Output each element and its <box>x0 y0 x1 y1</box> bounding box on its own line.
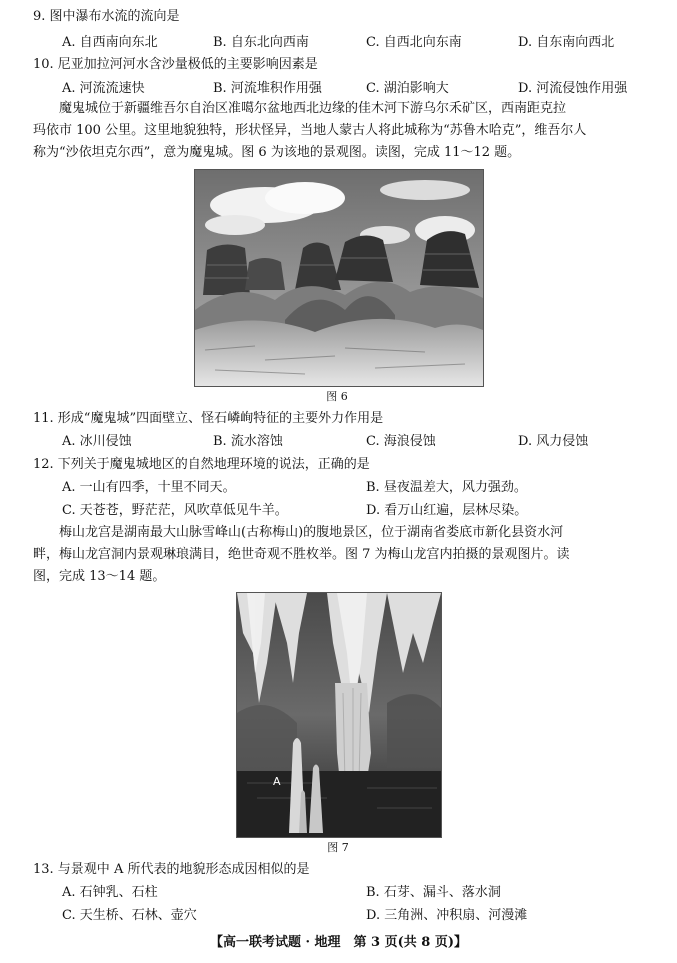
passage-meishan-palace <box>33 522 648 588</box>
q13-option-d: D. 三角洲、冲积扇、河漫滩 <box>366 908 528 923</box>
question-9-stem: 9. 图中瀑布水流的流向是 <box>33 9 180 24</box>
q9-option-c: C. 自西北向东南 <box>366 35 462 50</box>
q13-option-a: A. 石钟乳、石柱 <box>62 885 158 900</box>
figure-7-marker-a: A <box>273 775 281 788</box>
question-10-stem: 10. 尼亚加拉河河水含沙量极低的主要影响因素是 <box>33 57 318 72</box>
q9-option-b: B. 自东北向西南 <box>213 35 309 50</box>
q11-option-a: A. 冰川侵蚀 <box>62 434 132 449</box>
q11-option-c: C. 海浪侵蚀 <box>366 434 436 449</box>
question-13-stem: 13. 与景观中 A 所代表的地貌形态成因相似的是 <box>33 862 310 877</box>
passage-2-line-3: 图，完成 13～14 题。 <box>33 569 166 584</box>
q12-option-d: D. 看万山红遍，层林尽染。 <box>366 503 528 518</box>
passage-devil-city <box>33 98 648 164</box>
q12-option-c: C. 天苍苍，野茫茫，风吹草低见牛羊。 <box>62 503 288 518</box>
figure-6-caption: 图 6 <box>326 390 348 403</box>
question-12-stem: 12. 下列关于魔鬼城地区的自然地理环境的说法，正确的是 <box>33 457 370 472</box>
q12-option-b: B. 昼夜温差大，风力强劲。 <box>366 480 527 495</box>
q9-option-d: D. 自东南向西北 <box>518 35 615 50</box>
q13-option-b: B. 石芽、漏斗、落水洞 <box>366 885 501 900</box>
passage-2-line-2: 畔，梅山龙宫洞内景观琳琅满目，绝世奇观不胜枚举。图 7 为梅山龙宫内拍摄的景观图片。读 <box>33 547 570 562</box>
karst-cave-image <box>237 593 441 837</box>
figure-7-cave-photo <box>236 592 442 838</box>
passage-1-line-2: 玛依市 100 公里。这里地貌独特，形状怪异，当地人蒙古人将此城称为“苏鲁木哈克”，维吾尔人 <box>33 123 587 138</box>
q10-option-a: A. 河流流速快 <box>62 81 145 96</box>
yardang-landscape-image <box>195 170 483 386</box>
q10-option-c: C. 湖泊影响大 <box>366 81 449 96</box>
figure-6-yardang-photo <box>194 169 484 387</box>
q10-option-b: B. 河流堆积作用强 <box>213 81 322 96</box>
passage-1-line-3: 称为“沙依坦克尔西”，意为魔鬼城。图 6 为该地的景观图。读图，完成 11～12 题。 <box>33 145 521 160</box>
figure-7-caption: 图 7 <box>327 841 349 854</box>
passage-1-line-1: 魔鬼城位于新疆维吾尔自治区准噶尔盆地西北边缘的佳木河下游乌尔禾矿区，西南距克拉 <box>59 101 567 116</box>
q13-option-c: C. 天生桥、石林、壶穴 <box>62 908 197 923</box>
q11-option-b: B. 流水溶蚀 <box>213 434 283 449</box>
question-11-stem: 11. 形成“魔鬼城”四面壁立、怪石嶙峋特征的主要外力作用是 <box>33 411 384 426</box>
q10-option-d: D. 河流侵蚀作用强 <box>518 81 628 96</box>
passage-2-line-1: 梅山龙宫是湖南最大山脉雪峰山(古称梅山)的腹地景区，位于湖南省娄底市新化县资水河 <box>59 525 564 540</box>
page-footer: 【高一联考试题 · 地理 第 3 页(共 8 页)】 <box>209 935 468 950</box>
q11-option-d: D. 风力侵蚀 <box>518 434 589 449</box>
q12-option-a: A. 一山有四季，十里不同天。 <box>62 480 236 495</box>
q9-option-a: A. 自西南向东北 <box>62 35 158 50</box>
